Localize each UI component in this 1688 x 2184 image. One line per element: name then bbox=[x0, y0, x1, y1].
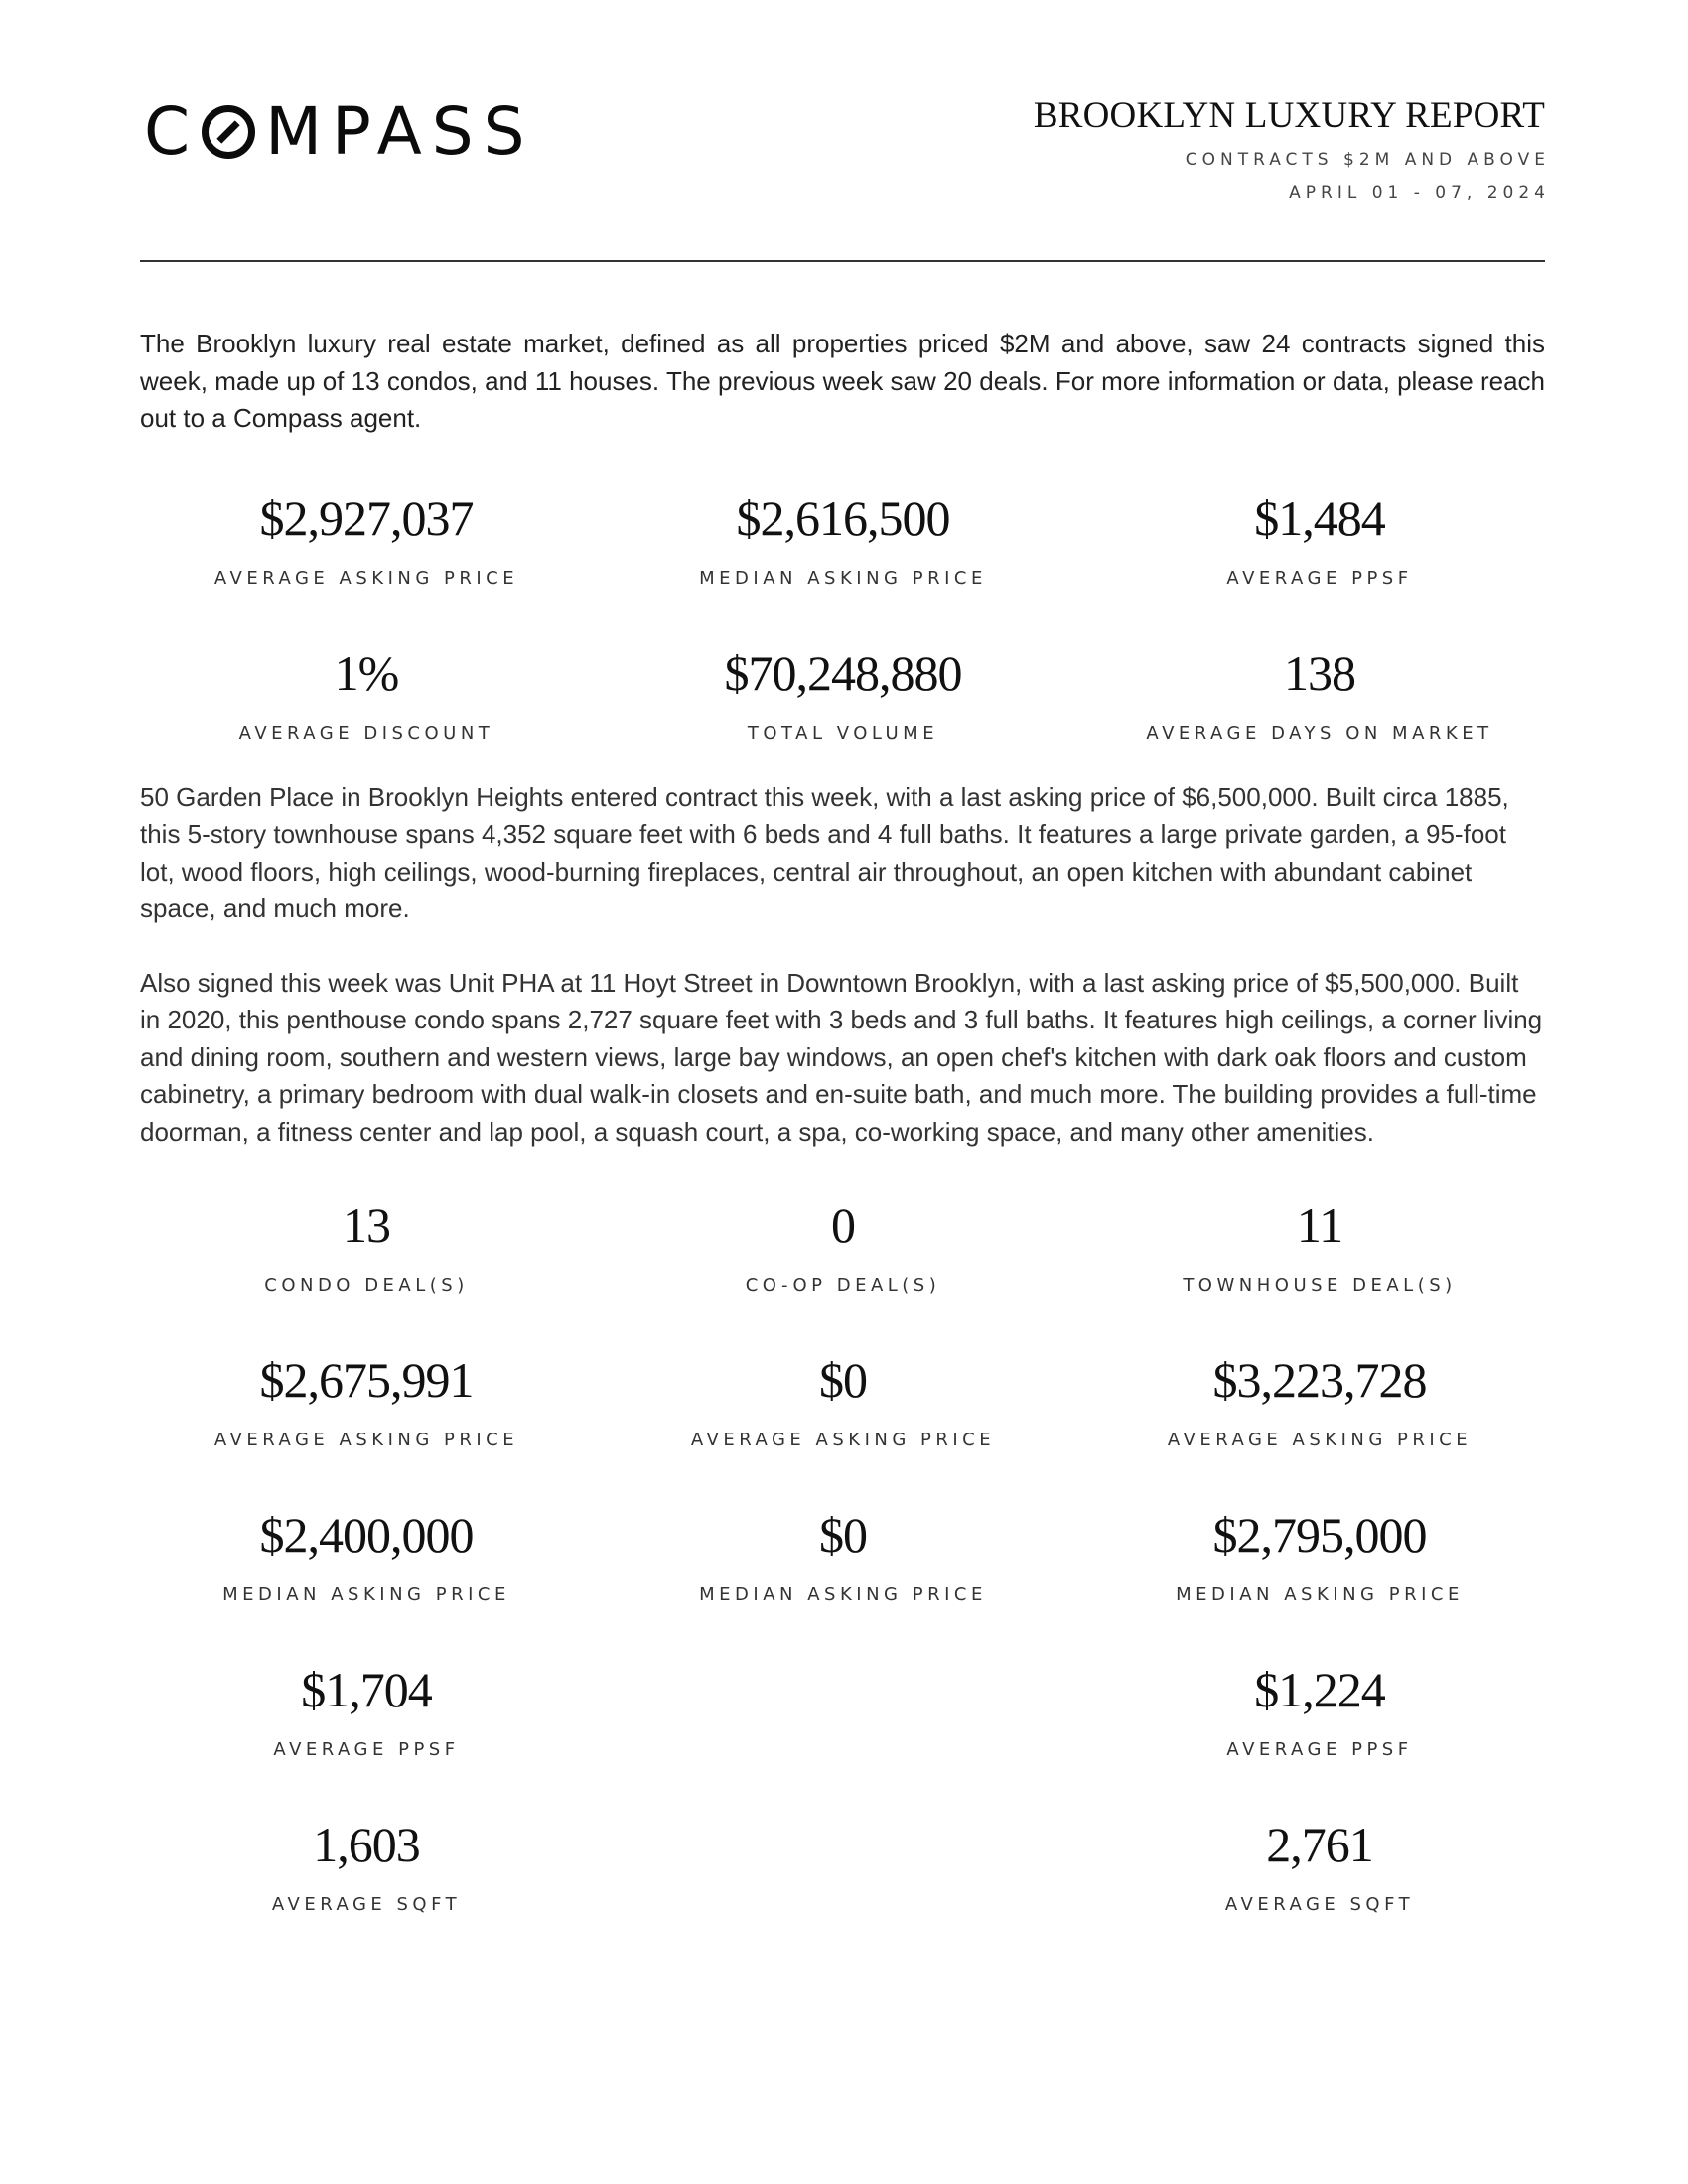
stat-townhouse-deals bbox=[1081, 1170, 1558, 1325]
stat-value: 11 bbox=[1296, 1197, 1343, 1253]
stat-value: $0 bbox=[819, 1507, 867, 1563]
stat-townhouse-average-sqft bbox=[1081, 1790, 1558, 1945]
stat-average-asking-price bbox=[128, 464, 605, 618]
stat-label: CONDO DEAL(S) bbox=[264, 1275, 469, 1296]
stat-condo-average-asking-price bbox=[128, 1325, 605, 1480]
stat-value: $2,616,500 bbox=[736, 489, 950, 546]
stat-label: MEDIAN ASKING PRICE bbox=[222, 1584, 510, 1605]
stat-value: $2,795,000 bbox=[1212, 1507, 1427, 1563]
stat-average-ppsf bbox=[1081, 464, 1558, 618]
intro-paragraph: The Brooklyn luxury real estate market, defined as all properties priced $2M and above, saw 24 contracts signed this week, made up of 13 condos, and 11 houses. The previous week saw 20 deals. For more information or data, please reach out to a Compass agent. bbox=[140, 329, 1545, 433]
stat-value: $1,224 bbox=[1254, 1662, 1385, 1717]
stat-value: $2,675,991 bbox=[259, 1352, 474, 1408]
compass-logo bbox=[144, 93, 535, 170]
stat-value: $2,400,000 bbox=[259, 1507, 474, 1563]
stat-value: 0 bbox=[831, 1197, 855, 1253]
stat-value: $3,223,728 bbox=[1212, 1352, 1427, 1408]
stat-value: 2,761 bbox=[1266, 1817, 1373, 1872]
highlight-paragraph-2: Also signed this week was Unit PHA at 11 Hoyt Street in Downtown Brooklyn, with a last asking price of $5,500,000. Built in 2020, this penthouse condo spans 2,727 square feet with 3 beds and 3 full baths. It features high ceilings, a corner living and dining room, southern and western views, large bay windows, an open chef's kitchen with dark oak floors and custom cabinetry, a primary bedroom with dual walk-in closets and en-suite bath, and much more. The building provides a full-time doorman, a fitness center and lap pool, a squash court, a spa, co-working space, and many other amenities. bbox=[140, 967, 1543, 1147]
stat-value: 138 bbox=[1284, 644, 1355, 701]
report-date-range: APRIL 01 - 07, 2024 bbox=[1289, 183, 1550, 203]
stat-total-volume bbox=[605, 618, 1081, 773]
stat-coop-median-asking-price bbox=[605, 1480, 1081, 1635]
segment-stats-grid bbox=[128, 1170, 1558, 1945]
stat-label: MEDIAN ASKING PRICE bbox=[1176, 1584, 1464, 1605]
report-title-block bbox=[1033, 95, 1550, 203]
stat-median-asking-price bbox=[605, 464, 1081, 618]
logo-letter-c: C bbox=[144, 93, 201, 170]
stat-label: MEDIAN ASKING PRICE bbox=[699, 1584, 987, 1605]
stat-value: 13 bbox=[343, 1197, 390, 1253]
report-page bbox=[140, 0, 1550, 1945]
stat-coop-deals bbox=[605, 1170, 1081, 1325]
stat-coop-empty bbox=[605, 1635, 1081, 1790]
stat-townhouse-average-ppsf bbox=[1081, 1635, 1558, 1790]
stat-value: $1,484 bbox=[1254, 489, 1385, 546]
report-subtitle: CONTRACTS $2M AND ABOVE bbox=[1185, 150, 1550, 170]
stat-value: 1% bbox=[334, 644, 399, 701]
stat-value: $0 bbox=[819, 1352, 867, 1408]
header-divider bbox=[140, 260, 1545, 262]
stat-value: $70,248,880 bbox=[724, 644, 962, 701]
stat-condo-average-ppsf bbox=[128, 1635, 605, 1790]
stat-average-discount bbox=[128, 618, 605, 773]
compass-o-icon bbox=[202, 105, 255, 159]
report-header bbox=[140, 0, 1550, 264]
stat-label: AVERAGE ASKING PRICE bbox=[213, 567, 519, 589]
stat-condo-average-sqft bbox=[128, 1790, 605, 1945]
stat-label: AVERAGE ASKING PRICE bbox=[213, 1430, 519, 1450]
stat-condo-deals bbox=[128, 1170, 605, 1325]
stat-average-days-on-market bbox=[1081, 618, 1558, 773]
stat-coop-empty bbox=[605, 1790, 1081, 1945]
stat-value: 1,603 bbox=[313, 1817, 420, 1872]
stat-label: AVERAGE PPSF bbox=[273, 1739, 460, 1760]
summary-stats-grid bbox=[128, 464, 1558, 773]
report-title: BROOKLYN LUXURY REPORT bbox=[1033, 95, 1545, 136]
stat-label: MEDIAN ASKING PRICE bbox=[699, 567, 987, 589]
stat-townhouse-median-asking-price bbox=[1081, 1480, 1558, 1635]
stat-label: AVERAGE PPSF bbox=[1226, 1739, 1413, 1760]
stat-label: AVERAGE PPSF bbox=[1226, 567, 1413, 589]
stat-label: TOTAL VOLUME bbox=[747, 722, 939, 744]
stat-label: CO-OP DEAL(S) bbox=[745, 1275, 941, 1296]
stat-coop-average-asking-price bbox=[605, 1325, 1081, 1480]
stat-label: AVERAGE DAYS ON MARKET bbox=[1146, 722, 1493, 744]
stat-value: $2,927,037 bbox=[259, 489, 474, 546]
stat-label: AVERAGE ASKING PRICE bbox=[690, 1430, 996, 1450]
stat-label: AVERAGE SQFT bbox=[1224, 1894, 1415, 1915]
stat-value: $1,704 bbox=[301, 1662, 432, 1717]
stat-label: AVERAGE ASKING PRICE bbox=[1167, 1430, 1473, 1450]
stat-label: AVERAGE SQFT bbox=[271, 1894, 462, 1915]
stat-label: AVERAGE DISCOUNT bbox=[238, 722, 494, 744]
stat-townhouse-average-asking-price bbox=[1081, 1325, 1558, 1480]
stat-label: TOWNHOUSE DEAL(S) bbox=[1183, 1275, 1457, 1296]
highlight-paragraph-1: 50 Garden Place in Brooklyn Heights entered contract this week, with a last asking price of $6,500,000. Built circa 1885, this 5-story townhouse spans 4,352 square feet with 6 beds and 4 full baths. It features a large private garden, a 95-foot lot, wood floors, high ceilings, wood-burning fireplaces, central air throughout, an open kitchen with abundant cabinet space, and much more. bbox=[140, 781, 1509, 923]
logo-letters-mpass: MPASS bbox=[265, 93, 535, 170]
stat-condo-median-asking-price bbox=[128, 1480, 605, 1635]
